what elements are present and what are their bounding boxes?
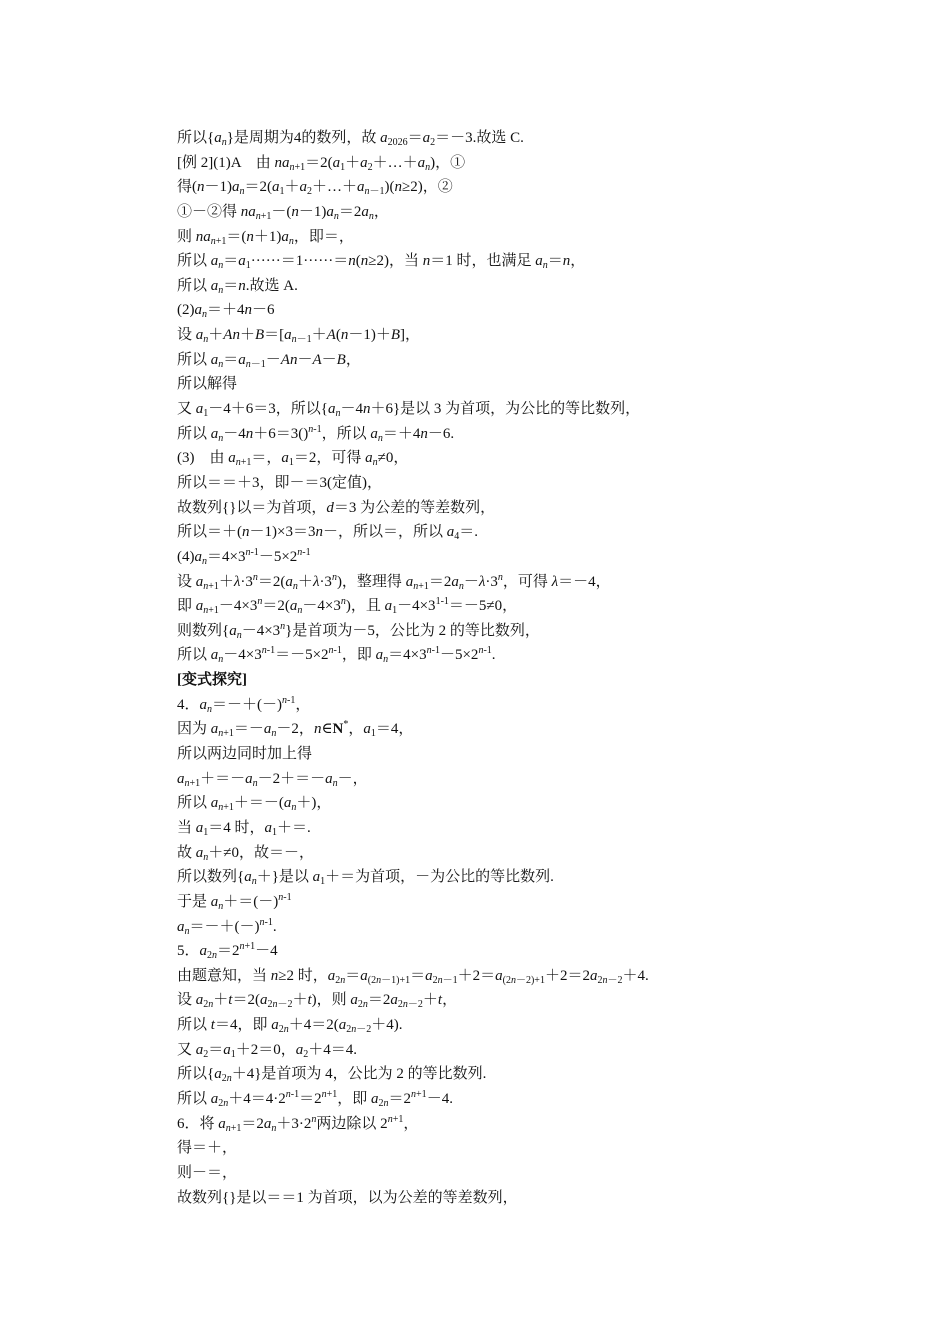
text-line: 所以＝＝＋3，即－＝3(定值)， — [177, 474, 382, 491]
text-line: 6．将 $a_{n+1}=2a_n+3\cdot 2^n$两边除以 $2^{n+1}$， — [177, 1113, 419, 1134]
text-line: 所以 $a_n-4\times 3^{n-1}=-5\times 2^{n-1}$，即 $a_n=4\times 3^{n-1}-5\times 2^{n-1}$. — [177, 645, 496, 666]
text-line: 所以 $a_n=a_{n-1}-An-A-B$， — [177, 351, 361, 370]
text-line: 于是 $a_n+=(-)^{n-1}$ — [177, 891, 292, 912]
text-line: 则－＝， — [177, 1164, 238, 1181]
text-line: 所以 $a_{n+1}+=-(a_n+)$， — [177, 795, 332, 814]
text-line: 即 $a_{n+1}-4\times 3^n=2(a_n-4\times 3^n)$，且 $a_1-4\times 3^{1-1}=-5\ne 0$， — [177, 596, 518, 617]
text-line: 所以＝＋(n－1)×3＝3n－，所以＝，所以 $a_4=$. — [177, 524, 478, 543]
text-line: 4．$a_n=-+(-)^{n-1}$， — [177, 694, 311, 715]
text-line: 5．$a_{2n}=2^{n+1}-4$ — [177, 941, 278, 962]
text-line: $(4)a_n=4\times 3^{n-1}-5\times 2^{n-1}$ — [177, 546, 311, 567]
text-line: 所以$\{a_{2n}+4\}$是首项为 4，公比为 2 的等比数列. — [177, 1066, 487, 1085]
text-line: 当 $a_1=4$ 时，$a_1+=$. — [177, 819, 311, 838]
text-line: 设 $a_{2n}+t=2(a_{2n-2}+t)$，则 $a_{2n}=2a_{2n-2}+t$， — [177, 992, 458, 1011]
solution-text — [177, 126, 777, 1210]
text-line: 所以解得 — [177, 376, 238, 393]
text-line: 因为 $a_{n+1}=-a_n-2$，n∈N*，$a_1=4$， — [177, 719, 414, 740]
text-line: $a_n=-+(-)^{n-1}$. — [177, 916, 277, 937]
text-line: 所以 t＝4，即 $a_{2n}+4=2(a_{2n-2}+4)$. — [177, 1017, 403, 1036]
text-line: 所以 $a_n-4n+6=3()^{n-1}$，所以 $a_n=+4n-6$. — [177, 423, 455, 444]
text-line: 故数列{}以＝为首项，d＝3 为公差的等差数列， — [177, 499, 496, 516]
text-line: 所以 $a_n=a_1\cdot\cdot\cdot\cdot\cdot\cdot=1\cdot\cdot\cdot\cdot\cdot\cdot=n(n\ge 2)$，当 n＝1 时，也满足 $a_n=n$， — [177, 253, 586, 272]
text-line: (3) 由 $a_{n+1}=$，$a_1=2$，可得 $a_n\ne 0$， — [177, 450, 409, 469]
text-line: 故 $a_n+\ne 0$，故＝－， — [177, 844, 314, 863]
text-line: $a_{n+1}+=-a_n-2+=-a_n-$， — [177, 770, 368, 789]
text-line: 所以$\{a_n\}$是周期为4的数列，故 $a_{2026}=a_2=-3$.故选 C. — [177, 130, 524, 148]
text-line: 所以 $a_n=n$.故选 A. — [177, 277, 298, 296]
text-line: 则数列$\{a_n-4\times 3^n\}$是首项为－5，公比为 2 的等比数列， — [177, 620, 540, 641]
text-line: 又 $a_1-4+6=3$，所以$\{a_n-4n+6\}$是以 3 为首项，为公比的等比数列， — [177, 401, 641, 420]
text-line: 得＝＋， — [177, 1140, 238, 1157]
text-line: 由题意知，当 n≥2 时，$a_{2n}=a_{(2n-1)+1}=a_{2n-1}+2=a_{(2n-2)+1}+2=2a_{2n-2}+4$. — [177, 967, 649, 986]
text-line: 所以 $a_{2n}+4=4\cdot 2^{n-1}=2^{n+1}$，即 $a_{2n}=2^{n+1}-4$. — [177, 1088, 453, 1109]
text-line: 所以两边同时加上得 — [177, 746, 313, 763]
section-heading: [变式探究] — [177, 672, 247, 689]
text-line: $(2)a_n=+4n-6$ — [177, 302, 275, 321]
text-line: 则 $na_{n+1}=(n+1)a_n$，即＝， — [177, 228, 354, 247]
text-line: 故数列{}是以＝＝1 为首项，以为公差的等差数列， — [177, 1189, 518, 1206]
text-line: 设 $a_n+An+B=[a_{n-1}+A(n-1)+B]$， — [177, 327, 420, 346]
text-line: [例 2](1)A 由 $na_{n+1}=2(a_1+a_2+\dots+a_n)$，① — [177, 154, 466, 173]
text-line: 设 $a_{n+1}+\lambda\cdot 3^n=2(a_n+\lambda\cdot 3^n)$，整理得 $a_{n+1}=2a_n-\lambda\cdot 3^n$，可得 λ＝－4， — [177, 571, 611, 592]
text-line: 得$(n-1)a_n=2(a_1+a_2+\dots+a_{n-1})(n\ge 2)$，② — [177, 179, 453, 198]
text-line: ①－②得 $na_{n+1}-(n-1)a_n=2a_n$， — [177, 203, 389, 222]
text-line: 又 $a_2=a_1+2=0$，$a_2+4=4$. — [177, 1041, 358, 1060]
text-line: 所以数列$\{a_n+\}$是以 $a_1+=$为首项，－为公比的等比数列. — [177, 869, 554, 888]
